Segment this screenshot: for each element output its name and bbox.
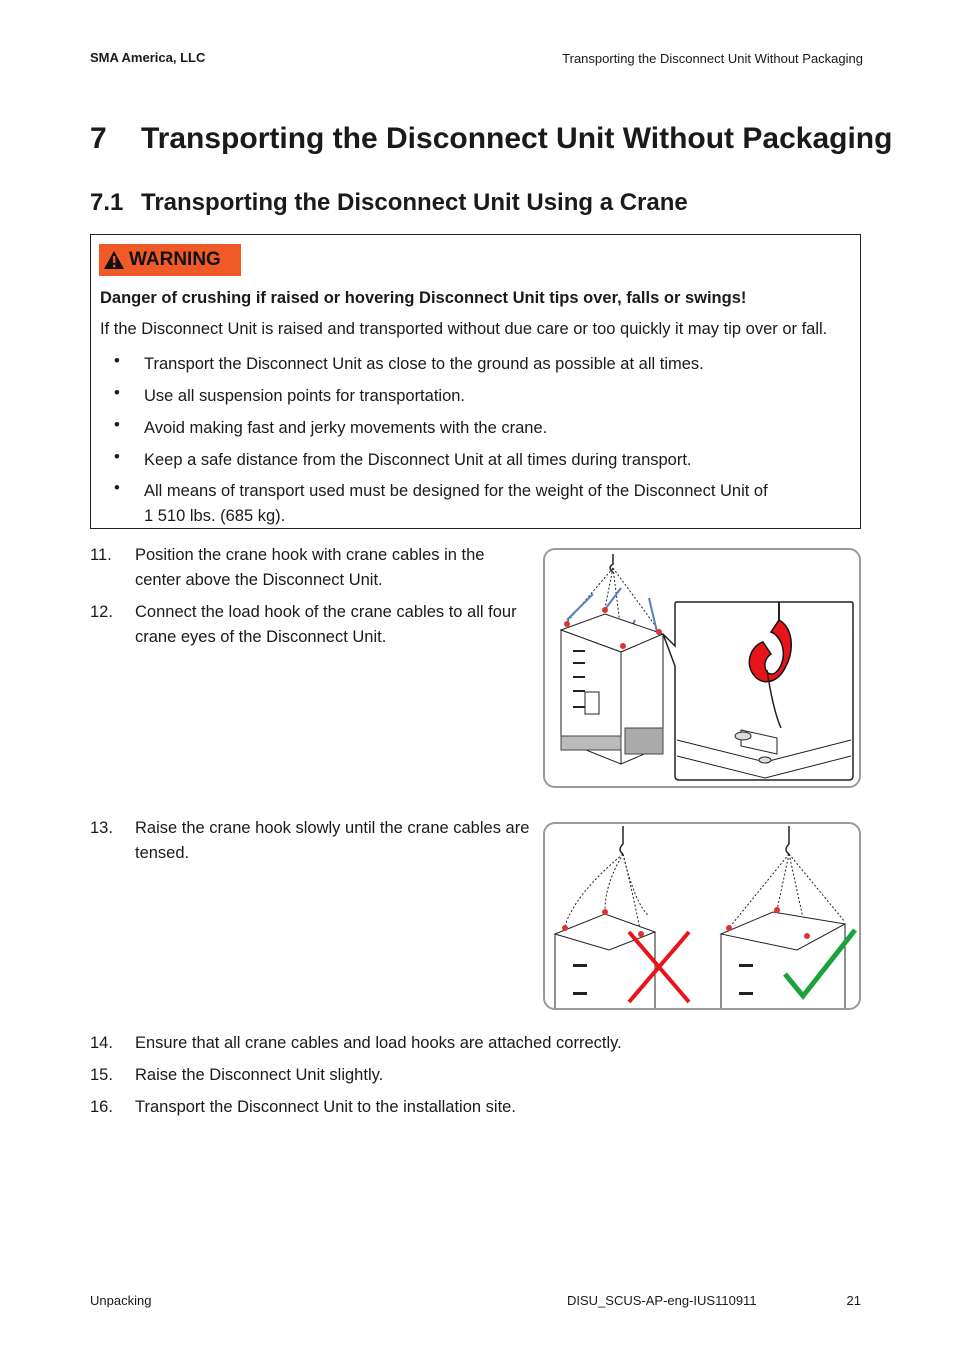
crane-hook-icon: [620, 826, 623, 854]
header-running-title: Transporting the Disconnect Unit Without Packaging: [562, 51, 863, 66]
footer-section: Unpacking: [90, 1293, 152, 1308]
warning-triangle-icon: [103, 250, 125, 270]
chapter-number: 7: [90, 122, 107, 155]
section-title: Transporting the Disconnect Unit Using a Crane: [141, 189, 688, 216]
crane-attach-illustration: [545, 550, 861, 788]
chapter-title: Transporting the Disconnect Unit Without Packaging: [141, 122, 893, 155]
cable-tension-illustration: [545, 824, 861, 1010]
warning-title: Danger of crushing if raised or hovering Disconnect Unit tips over, falls or swings!: [100, 289, 747, 307]
warning-badge: [99, 244, 241, 276]
cross-icon: [629, 932, 689, 1002]
header-company: SMA America, LLC: [90, 50, 206, 65]
section-number: 7.1: [90, 189, 124, 216]
crane-hook-icon: [786, 826, 789, 854]
footer-doc-id: DISU_SCUS-AP-eng-IUS110911: [567, 1293, 757, 1308]
warning-label: WARNING: [129, 249, 221, 270]
warning-text: If the Disconnect Unit is raised and transported without due care or too quickly it may tip over or fall.: [100, 320, 828, 338]
footer-page-number: 21: [846, 1293, 861, 1308]
section-heading: [90, 189, 688, 217]
figure-crane-attach: [543, 548, 861, 788]
figure-cable-tension: [543, 822, 861, 1010]
chapter-heading: [90, 122, 892, 156]
